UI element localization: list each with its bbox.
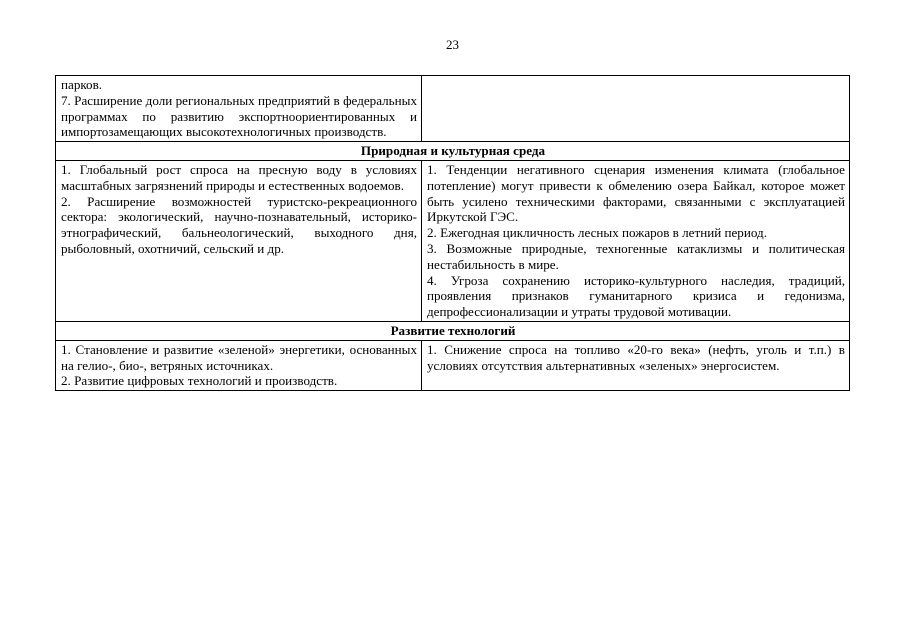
threats-cell-nature (422, 160, 850, 321)
section-title-nature (56, 142, 850, 161)
list-item: 1. Глобальный рост спроса на пресную воду в условиях масштабных загрязнений природы и естественных водоемов. (61, 161, 417, 193)
list-item: 2. Ежегодная цикличность лесных пожаров в летний период. (427, 225, 767, 241)
swot-table (55, 75, 850, 391)
page-number: 23 (446, 37, 459, 52)
section-title: Развитие технологий (390, 322, 516, 338)
list-item: 2. Расширение возможностей туристско-рекреационного сектора: экологический, научно-познавательный, историко-этнографический, бальнеологический, выходного дня, рыболовный, охотничий, сельский и др. (61, 193, 417, 256)
section-title-technology (56, 321, 850, 340)
list-item: 1. Тенденции негативного сценария изменения климата (глобальное потепление) могут привести к обмелению озера Байкал, которое может быть усилено техническими факторами, связанными с эксплуатацией Иркутской ГЭС. (427, 161, 845, 225)
opportunities-cell-nature (56, 160, 422, 321)
list-item: 3. Возможные природные, техногенные катаклизмы и политическая нестабильность в мире. (427, 240, 845, 272)
table-row-nature (56, 160, 850, 321)
table-row-top (56, 76, 850, 142)
list-item: 1. Становление и развитие «зеленой» энергетики, основанных на гелио-, био-, ветряных источниках. (61, 341, 417, 373)
list-item: 2. Развитие цифровых технологий и производств. (61, 373, 338, 389)
section-header-row (56, 321, 850, 340)
list-item: парков. (61, 77, 103, 92)
section-title: Природная и культурная среда (360, 143, 546, 159)
opportunities-cell-technology (56, 340, 422, 390)
list-item: 4. Угроза сохранению историко-культурного наследия, традиций, проявления признаков гуманитарного кризиса и гедонизма, депрофессионализации и утраты трудовой мотивации. (427, 272, 845, 320)
top-right-cell (422, 76, 850, 142)
table-row-technology (56, 340, 850, 390)
threats-cell-technology (422, 340, 850, 390)
list-item: 7. Расширение доли региональных предприятий в федеральных программах по развитию экспортноориентированных и импортозамещающих высокотехнологичных производств. (61, 92, 417, 140)
list-item: 1. Снижение спроса на топливо «20-го века» (нефть, уголь и т.п.) в условиях отсутствия альтернативных «зеленых» энергосистем. (427, 341, 845, 373)
top-left-cell (56, 76, 422, 142)
section-header-row (56, 142, 850, 161)
